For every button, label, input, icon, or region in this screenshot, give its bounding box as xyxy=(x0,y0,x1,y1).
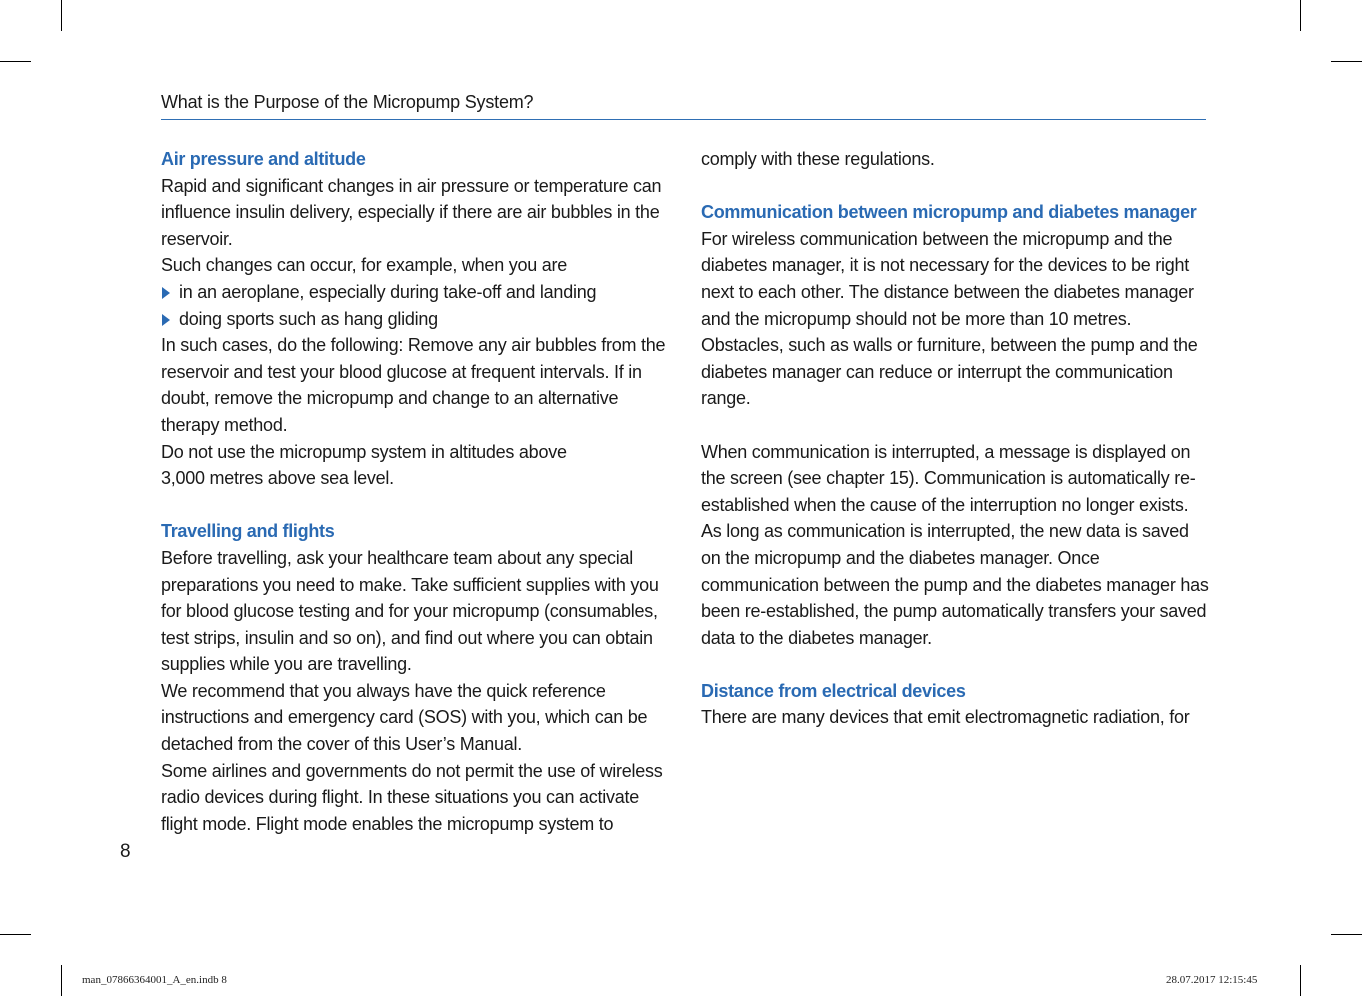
page-number: 8 xyxy=(120,841,131,862)
paragraph: When communication is interrupted, a message is displayed on the screen (see chapter 15). Communication is automatically re-established when the cause of the interruption no longer exists. As long as communication is interrupted, the new data is saved on the micropump and the diabetes manager. Once communication between the pump and the diabetes manager has been re-established, the pump automatically transfers your saved data to the diabetes manager. xyxy=(701,441,1209,648)
bullet-item xyxy=(161,279,671,306)
print-slug-filename: man_07866364001_A_en.indb 8 xyxy=(82,974,227,986)
right-column xyxy=(701,146,1211,731)
section-heading-air-pressure: Air pressure and altitude xyxy=(161,149,366,169)
running-header: What is the Purpose of the Micropump System? xyxy=(161,92,534,112)
bullet-triangle-icon xyxy=(162,314,170,326)
bullet-item xyxy=(161,306,671,333)
paragraph: 3,000 metres above sea level. xyxy=(161,468,394,489)
section-heading-communication: Communication between micropump and diabetes manager xyxy=(701,202,1197,223)
crop-mark xyxy=(0,61,31,62)
paragraph: Do not use the micropump system in altitudes above xyxy=(161,441,567,462)
section-heading-travelling: Travelling and flights xyxy=(161,521,335,542)
paragraph: In such cases, do the following: Remove any air bubbles from the reservoir and test your blood glucose at frequent intervals. If in doubt, remove the micropump and change to an alternative therapy method. xyxy=(161,335,666,435)
print-slug-timestamp: 28.07.2017 12:15:45 xyxy=(1166,974,1258,986)
paragraph: Such changes can occur, for example, when you are xyxy=(161,255,567,276)
crop-mark xyxy=(1331,61,1362,62)
crop-mark xyxy=(61,965,62,996)
left-column xyxy=(161,146,671,837)
bullet-triangle-icon xyxy=(162,287,170,299)
paragraph: Some airlines and governments do not permit the use of wireless radio devices during flight. In these situations you can activate flight mode. Flight mode enables the micropump system to xyxy=(161,760,663,834)
paragraph: comply with these regulations. xyxy=(701,149,935,169)
section-heading-distance: Distance from electrical devices xyxy=(701,680,966,701)
crop-mark xyxy=(1300,965,1301,996)
bullet-text: in an aeroplane, especially during take-off and landing xyxy=(179,281,597,302)
crop-mark xyxy=(1331,934,1362,935)
header-rule xyxy=(161,119,1206,120)
paragraph: We recommend that you always have the quick reference instructions and emergency card (SOS) with you, which can be detached from the cover of this User’s Manual. xyxy=(161,680,648,755)
paragraph: Before travelling, ask your healthcare team about any special preparations you need to make. Take sufficient supplies with you for blood glucose testing and for your micropump (consumables, test strips, insulin and so on), and find out where you can obtain supplies while you are travelling. xyxy=(161,547,659,675)
paragraph: Rapid and significant changes in air pressure or temperature can influence insulin delivery, especially if there are air bubbles in the reservoir. xyxy=(161,175,662,249)
paragraph: For wireless communication between the micropump and the diabetes manager, it is not necessary for the devices to be right next to each other. The distance between the diabetes manager and the micropump should not be more than 10 metres. Obstacles, such as walls or furniture, between the pump and the diabetes manager can reduce or interrupt the communication range. xyxy=(701,228,1198,409)
crop-mark xyxy=(0,934,31,935)
bullet-text: doing sports such as hang gliding xyxy=(179,308,438,329)
crop-mark xyxy=(1300,0,1301,31)
crop-mark xyxy=(61,0,62,31)
paragraph: There are many devices that emit electromagnetic radiation, for xyxy=(701,707,1190,728)
